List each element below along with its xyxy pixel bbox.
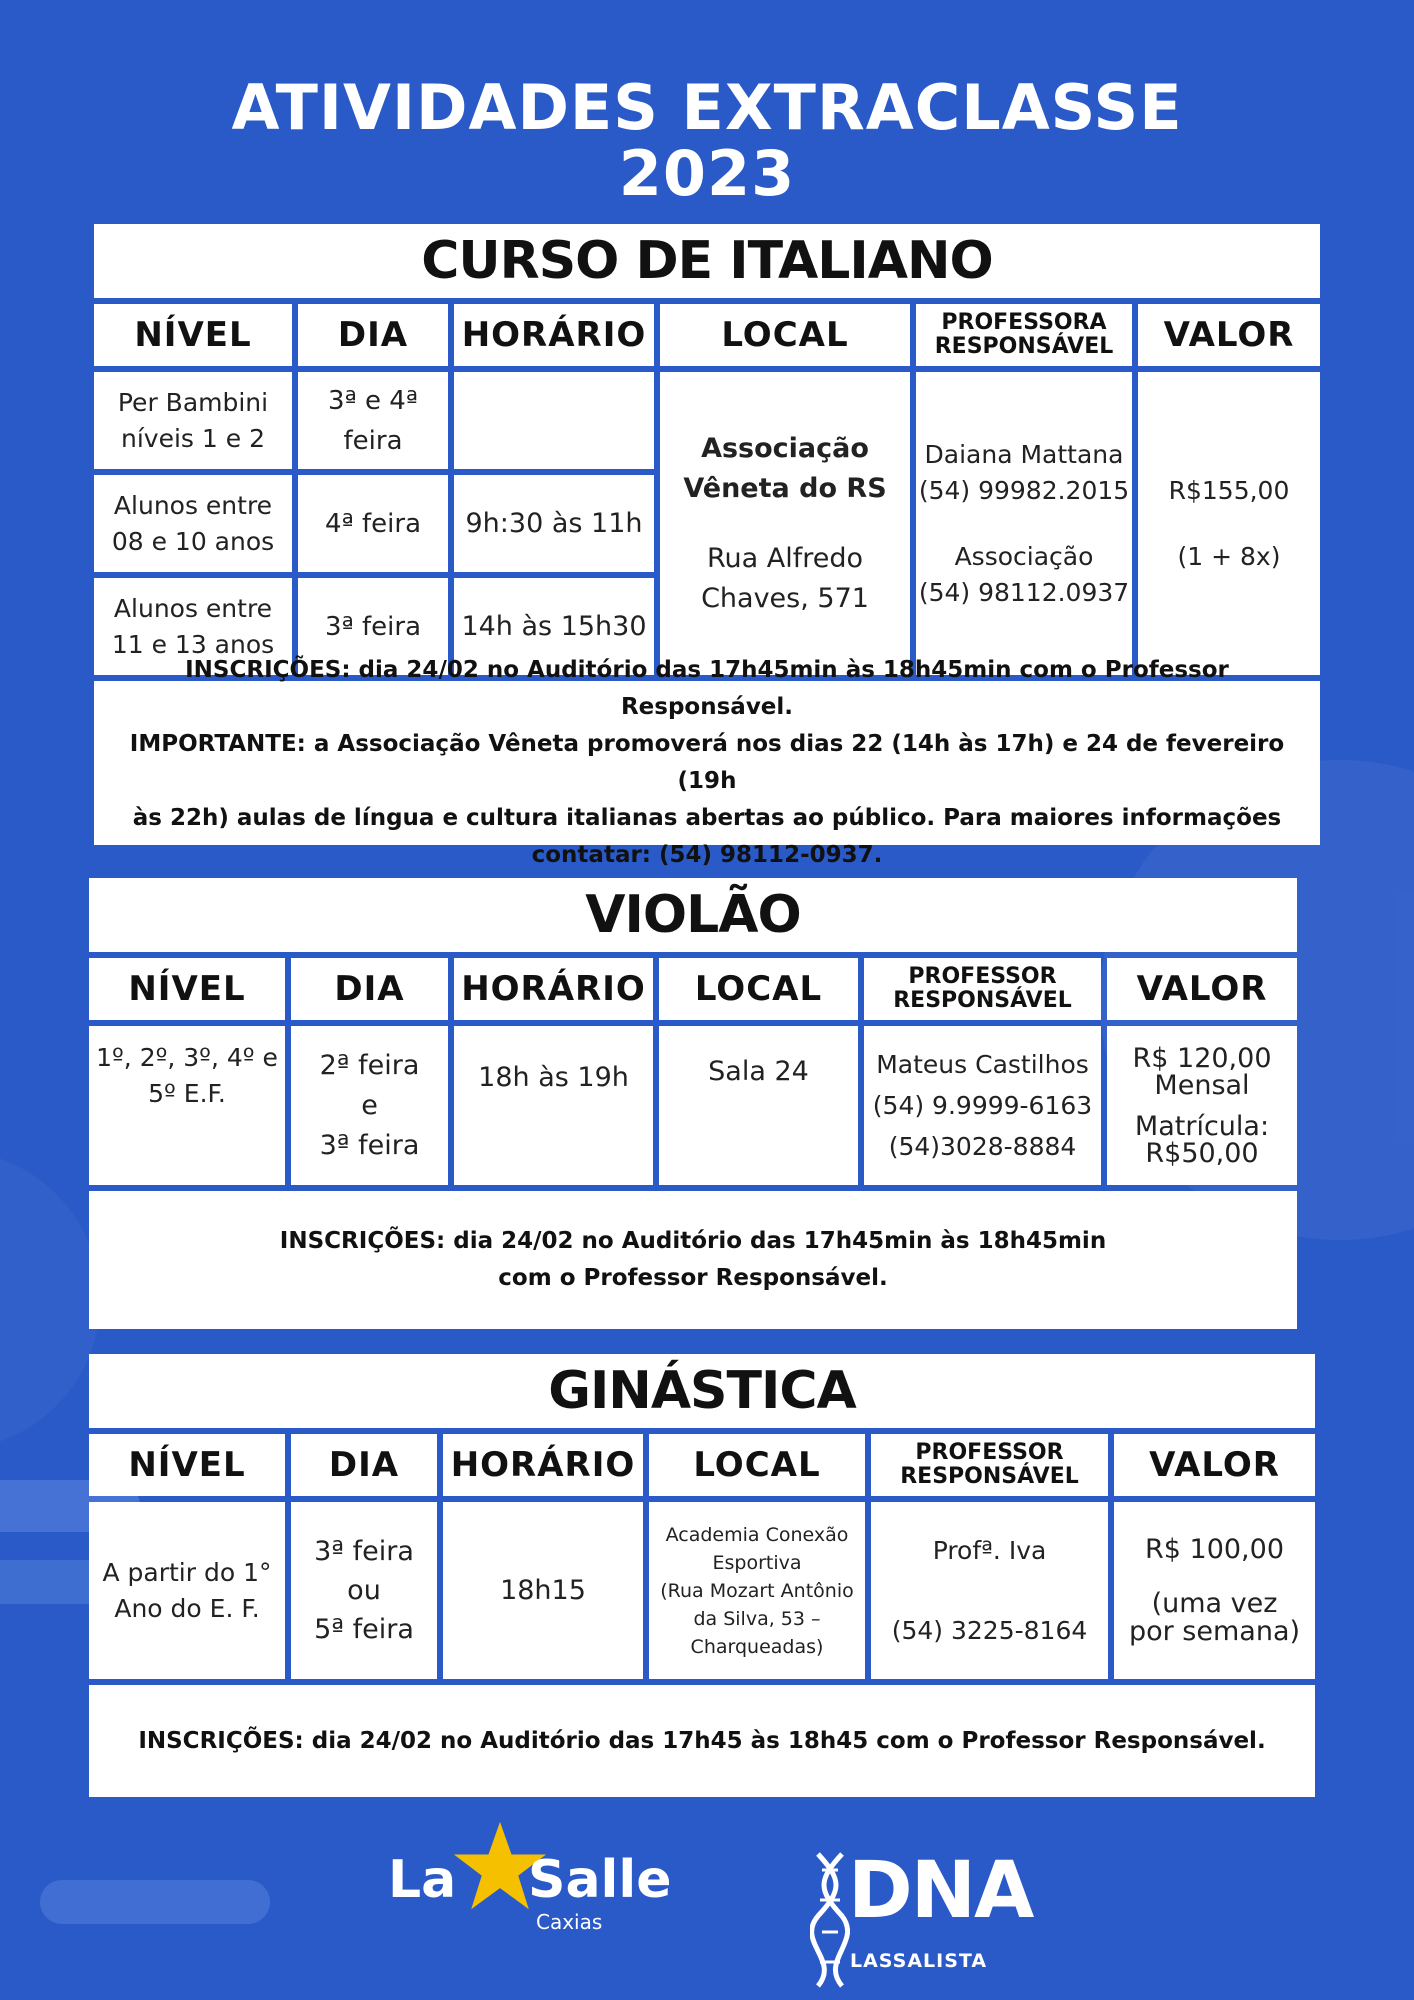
section-title-text: GINÁSTICA [548, 1361, 856, 1421]
cell-text: Alunos entre [113, 593, 273, 623]
header-local [660, 304, 910, 366]
cell-dia [298, 372, 448, 469]
header-label: NÍVEL [128, 969, 246, 1009]
note-line: INSCRIÇÕES: dia 24/02 no Auditório das 17h45min às 18h45min com o Professor Responsável. [185, 657, 1229, 720]
lasalle-logo [388, 1820, 688, 1934]
cell-local [660, 372, 910, 675]
cell-horario [454, 475, 654, 572]
cell-text: ou [347, 1575, 381, 1606]
header-local [659, 958, 858, 1020]
cell-text: 3ª feira [324, 611, 422, 642]
cell-text: Associação [954, 541, 1094, 571]
cell-valor [1114, 1502, 1315, 1679]
header-nivel [89, 1434, 285, 1496]
header-label: NÍVEL [128, 1445, 246, 1485]
header-valor [1138, 304, 1320, 366]
cell-text: 18h15 [500, 1574, 586, 1606]
header-label: PROFESSOR [908, 964, 1057, 989]
header-dia [291, 1434, 437, 1496]
cell-nivel [94, 475, 292, 572]
header-professor [864, 958, 1101, 1020]
header-label: VALOR [1136, 969, 1268, 1009]
cell-text: 5ª feira [314, 1614, 414, 1645]
logo-subtext: LASSALISTA [850, 1950, 988, 1972]
note-line: IMPORTANTE: a Associação Vêneta promoverá nos dias 22 (14h às 17h) e 24 de fevereiro (19h [129, 731, 1285, 794]
inscricoes-note [89, 1191, 1297, 1329]
header-horario [443, 1434, 643, 1496]
cell-text: 11 e 13 anos [111, 629, 275, 659]
footer-logos [0, 1820, 1414, 1970]
italiano-section [94, 224, 1320, 868]
cell-text: R$50,00 [1145, 1137, 1259, 1169]
header-label: HORÁRIO [450, 1445, 636, 1485]
violao-section [89, 878, 1315, 1329]
cell-text: Academia Conexão [665, 1523, 849, 1546]
cell-horario [443, 1502, 643, 1679]
cell-professor [864, 1026, 1101, 1185]
cell-text: 4ª feira [324, 508, 422, 539]
logo-subtext: Caxias [536, 1910, 603, 1934]
header-label: LOCAL [721, 315, 849, 355]
header-dia [291, 958, 448, 1020]
cell-text: 14h às 15h30 [461, 610, 647, 642]
cell-text: R$ 100,00 [1145, 1533, 1284, 1565]
header-dia [298, 304, 448, 366]
header-label: DIA [328, 1445, 400, 1485]
header-label: LOCAL [694, 969, 823, 1009]
logo-text: Salle [528, 1850, 672, 1910]
note-line: às 22h) aulas de língua e cultura italianas abertas ao público. Para maiores informações [132, 805, 1282, 831]
cell-text: 3ª feira [314, 1536, 414, 1567]
cell-text: da Silva, 53 – [693, 1607, 821, 1630]
header-label: VALOR [1163, 315, 1295, 355]
cell-text: Esportiva [712, 1551, 802, 1574]
cell-text: A partir do 1° [102, 1557, 272, 1587]
header-horario [454, 304, 654, 366]
cell-text: e [361, 1089, 378, 1121]
page-title-year: 2023 [618, 137, 796, 210]
cell-text: Charqueadas) [690, 1635, 824, 1658]
cell-text: 9h:30 às 11h [465, 507, 643, 539]
cell-text: 1º, 2º, 3º, 4º e [96, 1043, 278, 1072]
background-circle [0, 1150, 100, 1450]
cell-text: (54) 98112.0937 [918, 577, 1130, 607]
cell-text: 3ª e 4ª [327, 385, 419, 416]
cell-nivel [94, 372, 292, 469]
header-label: PROFESSORA [941, 310, 1107, 335]
note-line: contatar: (54) 98112-0937. [531, 842, 883, 868]
cell-text: Profª. Iva [932, 1535, 1047, 1565]
dna-helix-icon [810, 1850, 850, 1990]
header-label: VALOR [1149, 1445, 1280, 1485]
cell-text: (54)3028-8884 [888, 1132, 1077, 1161]
header-label: DIA [334, 969, 405, 1009]
cell-text: 2ª feira [319, 1049, 420, 1081]
header-label: HORÁRIO [461, 969, 646, 1009]
cell-text: Daiana Mattana [924, 439, 1124, 469]
cell-text: (1 + 8x) [1177, 541, 1281, 571]
cell-dia [298, 475, 448, 572]
cell-text: (Rua Mozart Antônio [660, 1579, 854, 1602]
header-valor [1114, 1434, 1315, 1496]
cell-local [649, 1502, 865, 1679]
page-title: ATIVIDADES EXTRACLASSE [231, 71, 1183, 144]
header-label: PROFESSOR [915, 1440, 1064, 1465]
cell-text: (54) 99982.2015 [918, 475, 1130, 505]
cell-text: Chaves, 571 [701, 582, 869, 614]
cell-text: Mensal [1154, 1069, 1250, 1101]
cell-valor [1107, 1026, 1297, 1185]
note-line: INSCRIÇÕES: dia 24/02 no Auditório das 17h45min às 18h45min [279, 1228, 1107, 1254]
cell-text: (54) 9.9999-6163 [872, 1091, 1093, 1120]
header-valor [1107, 958, 1297, 1020]
cell-professor [916, 372, 1132, 675]
cell-text: Sala 24 [708, 1056, 809, 1087]
cell-text: 08 e 10 anos [111, 526, 275, 556]
cell-text: Mateus Castilhos [876, 1050, 1089, 1079]
header-professor [916, 304, 1132, 366]
note-line: com o Professor Responsável. [498, 1265, 888, 1291]
ginastica-section [89, 1354, 1315, 1797]
cell-text: R$ 120,00 [1132, 1042, 1272, 1074]
section-title [94, 224, 1320, 298]
header-label: NÍVEL [134, 315, 252, 355]
cell-text: 3ª feira [319, 1129, 420, 1161]
cell-text: níveis 1 e 2 [121, 423, 265, 453]
cell-text: (54) 3225-8164 [891, 1615, 1088, 1645]
inscricoes-note [89, 1685, 1315, 1797]
header-label: HORÁRIO [461, 315, 647, 355]
cell-nivel [89, 1026, 285, 1185]
header-nivel [89, 958, 285, 1020]
header-horario [454, 958, 653, 1020]
logo-text: DNA [848, 1846, 1033, 1936]
cell-nivel [89, 1502, 285, 1679]
cell-text: feira [343, 425, 403, 456]
cell-valor [1138, 372, 1320, 675]
header-label: RESPONSÁVEL [893, 988, 1072, 1013]
header-professor [871, 1434, 1108, 1496]
cell-horario [454, 1026, 653, 1185]
cell-dia [291, 1502, 437, 1679]
cell-text: Rua Alfredo [706, 542, 864, 574]
inscricoes-note [94, 657, 1320, 868]
cell-text: (uma vez [1151, 1587, 1278, 1619]
section-title [89, 1354, 1315, 1428]
cell-text: 18h às 19h [478, 1062, 629, 1093]
section-title-text: CURSO DE ITALIANO [421, 231, 993, 291]
header-nivel [94, 304, 292, 366]
dna-lassalista-logo [810, 1846, 1033, 1990]
cell-text: Ano do E. F. [114, 1593, 260, 1623]
cell-text: por semana) [1128, 1615, 1301, 1647]
cell-text: R$155,00 [1168, 475, 1290, 505]
header-label: RESPONSÁVEL [934, 334, 1114, 359]
cell-local [659, 1026, 858, 1185]
header-label: RESPONSÁVEL [900, 1464, 1079, 1489]
section-title [89, 878, 1297, 952]
cell-text: Associação [701, 432, 869, 464]
section-title-text: VIOLÃO [585, 885, 801, 945]
cell-horario [454, 372, 654, 469]
cell-text: Alunos entre [113, 490, 273, 520]
cell-professor [871, 1502, 1108, 1679]
header-label: LOCAL [693, 1445, 821, 1485]
header-local [649, 1434, 865, 1496]
cell-text: 5º E.F. [148, 1079, 226, 1108]
cell-text: Matrícula: [1134, 1110, 1270, 1142]
cell-text: Vêneta do RS [683, 472, 887, 504]
logo-text: La [388, 1850, 457, 1910]
header-label: DIA [337, 315, 409, 355]
note-line: INSCRIÇÕES: dia 24/02 no Auditório das 17h45 às 18h45 com o Professor Responsável. [138, 1727, 1266, 1754]
cell-text: Per Bambini [117, 387, 269, 417]
cell-dia [291, 1026, 448, 1185]
